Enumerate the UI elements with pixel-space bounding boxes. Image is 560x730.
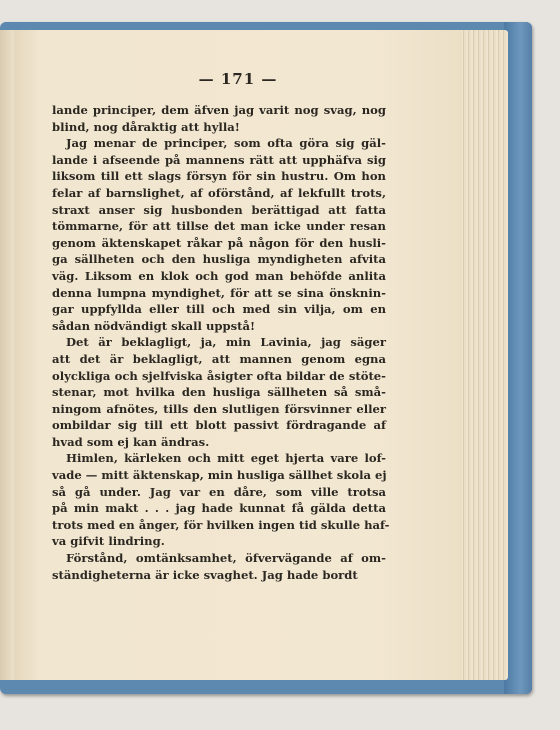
text-line: olyckliga och sjelfviska åsigter ofta bildar de stöte- <box>52 368 386 383</box>
text-line: Jag menar de principer, som ofta göra sig gäl- <box>66 136 386 151</box>
text-line: trots med en ånger, för hvilken ingen tid skulle haf- <box>52 517 390 532</box>
text-line: att det är beklagligt, att mannen genom egna <box>52 351 386 366</box>
text-line: Himlen, kärleken och mitt eget hjerta vare lof- <box>66 451 386 466</box>
page-block-edges <box>456 30 508 680</box>
text-line: vade — mitt äktenskap, min husliga sällhet skola ej <box>52 468 387 483</box>
text-line: straxt anser sig husbonden berättigad att fatta <box>52 202 386 217</box>
text-line: Förstånd, omtänksamhet, öfvervägande af om- <box>66 551 386 566</box>
text-line: genom äktenskapet råkar på någon för den husli- <box>52 235 386 250</box>
text-line: stenar, mot hvilka den husliga sällheten så små- <box>52 385 386 400</box>
text-line: denna lumpna myndighet, för att se sina önsknin- <box>52 285 386 300</box>
text-line: blind, nog dåraktig att hylla! <box>52 119 240 134</box>
text-line: ga sällheten och den husliga myndigheten afvita <box>52 252 386 267</box>
text-line: på min makt . . . jag hade kunnat få gälda detta <box>52 501 386 516</box>
page-number: — 171 — <box>198 70 278 88</box>
text-line: lande i afseende på mannens rätt att upphäfva sig <box>52 152 386 167</box>
text-line: så gå under. Jag var en dåre, som ville trotsa <box>52 484 386 499</box>
text-line: väg. Liksom en klok och god man behöfde anlita <box>52 268 386 283</box>
page-text <box>52 102 390 583</box>
text-line: liksom till ett slags försyn för sin hustru. Om hon <box>52 169 386 184</box>
text-line: ombildar sig till ett blott passivt fördragande af <box>52 418 386 433</box>
text-line: hvad som ej kan ändras. <box>52 434 210 449</box>
book-page <box>14 30 462 680</box>
text-line: tömmarne, för att tillse det man icke under resan <box>52 219 386 234</box>
text-line: Det är beklagligt, ja, min Lavinia, jag säger <box>66 335 386 350</box>
text-line: gar uppfyllda eller till och med sin vilja, om en <box>52 302 386 317</box>
text-line: lande principer, dem äfven jag varit nog svag, nog <box>52 103 386 117</box>
left-page-edge <box>0 30 14 680</box>
text-line: ständigheterna är icke svaghet. Jag hade bordt <box>52 567 358 582</box>
text-line: ningom afnötes, tills den slutligen försvinner eller <box>52 401 386 416</box>
text-line: felar af barnslighet, af oförstånd, af lekfullt trots, <box>52 185 386 200</box>
text-line: sådan nödvändigt skall uppstå! <box>52 318 256 333</box>
text-line: va gifvit lindring. <box>52 534 165 549</box>
